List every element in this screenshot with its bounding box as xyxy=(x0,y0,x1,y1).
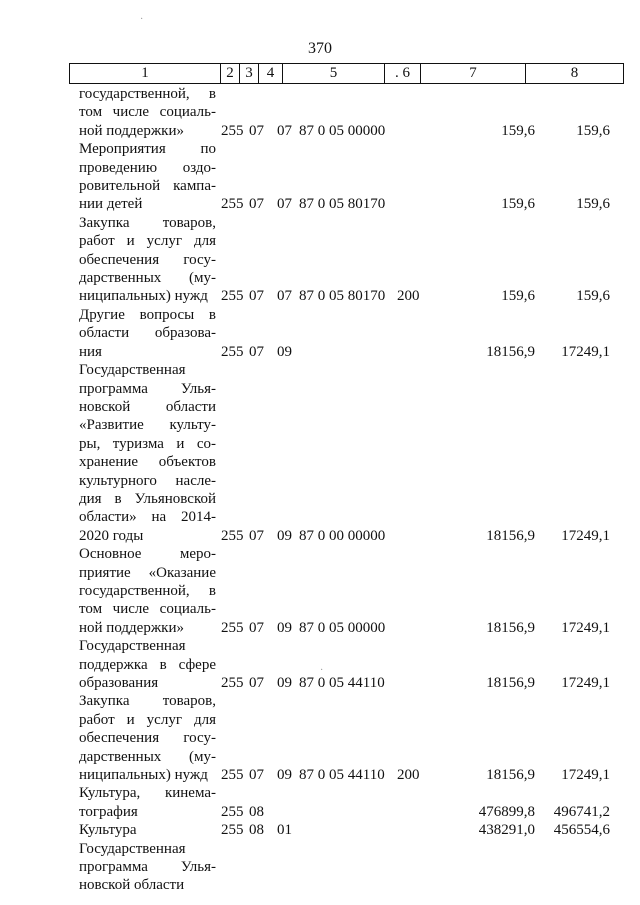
subsection-code-cell: 01 xyxy=(277,822,292,839)
target-article-cell: 87 0 05 00000 xyxy=(299,122,386,139)
target-article-cell: 87 0 05 00000 xyxy=(299,619,386,636)
column-header-row xyxy=(70,64,624,84)
amount-year-2-cell: 456554,6 xyxy=(553,822,610,839)
description-line: программа Улья- xyxy=(79,380,216,397)
amount-year-1-cell: 18156,9 xyxy=(486,675,535,692)
target-article-cell: 87 0 05 80170 xyxy=(299,288,386,305)
scan-mark: · xyxy=(320,665,324,676)
description-line: области образова- xyxy=(79,325,216,342)
description-line: обеспечения госу- xyxy=(79,730,216,747)
amount-year-1-cell: 476899,8 xyxy=(478,803,535,820)
description-line: Другие вопросы в xyxy=(79,306,216,323)
section-code-cell: 07 xyxy=(249,767,264,784)
section-code-cell: 08 xyxy=(249,822,264,839)
amount-year-1-cell: 18156,9 xyxy=(486,767,535,784)
row-values xyxy=(79,343,623,361)
subsection-code-cell: 09 xyxy=(277,675,292,692)
subsection-code-cell: 09 xyxy=(277,527,292,544)
description-line: дарственных (му- xyxy=(79,270,216,287)
row-values xyxy=(79,195,623,213)
description-line: нии детей xyxy=(79,196,143,213)
admin-code-cell: 255 xyxy=(221,122,244,139)
description-line: ры, туризма и со- xyxy=(79,435,216,452)
subsection-code-cell: 07 xyxy=(277,288,292,305)
target-article-cell: 87 0 05 80170 xyxy=(299,196,386,213)
row-values xyxy=(79,803,623,821)
description-line: новской области xyxy=(79,398,216,415)
column-header-3: 3 xyxy=(240,64,259,84)
row-values xyxy=(79,821,623,839)
admin-code-cell: 255 xyxy=(221,675,244,692)
admin-code-cell: 255 xyxy=(221,619,244,636)
expense-type-cell: 200 xyxy=(397,767,420,784)
table-row xyxy=(79,692,623,784)
description-line: Государственная xyxy=(79,638,186,655)
row-values xyxy=(79,619,623,637)
table-row xyxy=(79,821,623,839)
amount-year-2-cell: 17249,1 xyxy=(561,343,610,360)
description-line: хранение объектов xyxy=(79,454,216,471)
description-line: проведению оздо- xyxy=(79,159,216,176)
table-row xyxy=(79,840,623,895)
description-line: государственной, в xyxy=(79,582,216,599)
section-code-cell: 08 xyxy=(249,803,264,820)
amount-year-1-cell: 159,6 xyxy=(501,288,535,305)
row-values xyxy=(79,122,623,140)
table-row xyxy=(79,85,623,140)
description-line: тография xyxy=(79,803,138,820)
target-article-cell: 87 0 00 00000 xyxy=(299,527,386,544)
table-row xyxy=(79,361,623,545)
amount-year-2-cell: 159,6 xyxy=(576,288,610,305)
admin-code-cell: 255 xyxy=(221,343,244,360)
description-line: ной поддержки» xyxy=(79,122,184,139)
description-line: ниципальных) нужд xyxy=(79,767,208,784)
row-values xyxy=(79,766,623,784)
description-line: обеспечения госу- xyxy=(79,251,216,268)
description-line: Закупка товаров, xyxy=(79,214,216,231)
column-header-table xyxy=(69,63,624,84)
description-line: приятие «Оказание xyxy=(79,564,216,581)
section-code-cell: 07 xyxy=(249,288,264,305)
description-line: образования xyxy=(79,675,159,691)
subsection-code-cell: 09 xyxy=(277,767,292,784)
table-row xyxy=(79,637,623,692)
description-line: программа Улья- xyxy=(79,859,216,876)
description-line: ровительной кампа- xyxy=(79,178,216,195)
scan-mark: · xyxy=(140,14,144,25)
admin-code-cell: 255 xyxy=(221,803,244,820)
section-code-cell: 07 xyxy=(249,122,264,139)
description-line: Закупка товаров, xyxy=(79,693,216,710)
amount-year-2-cell: 17249,1 xyxy=(561,675,610,692)
amount-year-2-cell: 17249,1 xyxy=(561,619,610,636)
amount-year-1-cell: 159,6 xyxy=(501,122,535,139)
expense-type-cell: 200 xyxy=(397,288,420,305)
description-line: культурного насле- xyxy=(79,472,216,489)
description-line: Основное меро- xyxy=(79,546,216,563)
description-line: ной поддержки» xyxy=(79,619,184,636)
section-code-cell: 07 xyxy=(249,343,264,360)
admin-code-cell: 255 xyxy=(221,822,244,839)
admin-code-cell: 255 xyxy=(221,527,244,544)
description-line: Государственная xyxy=(79,840,186,857)
description-line: ния xyxy=(79,343,102,360)
amount-year-2-cell: 496741,2 xyxy=(553,803,610,820)
description-line: новской области xyxy=(79,877,185,894)
admin-code-cell: 255 xyxy=(221,288,244,305)
amount-year-2-cell: 17249,1 xyxy=(561,767,610,784)
description-line: Культура, кинема- xyxy=(79,785,216,802)
table-row xyxy=(79,140,623,214)
description-line: работ и услуг для xyxy=(79,711,216,728)
description-line: Мероприятия по xyxy=(79,141,216,158)
table-row xyxy=(79,545,623,637)
admin-code-cell: 255 xyxy=(221,767,244,784)
column-header-1: 1 xyxy=(70,64,221,84)
budget-table-body xyxy=(79,85,623,895)
section-code-cell: 07 xyxy=(249,619,264,636)
admin-code-cell: 255 xyxy=(221,196,244,213)
target-article-cell: 87 0 05 44110 xyxy=(299,675,385,692)
description-line: государственной, в xyxy=(79,86,216,102)
subsection-code-cell: 07 xyxy=(277,196,292,213)
column-header-6: . 6 xyxy=(385,64,421,84)
subsection-code-cell: 09 xyxy=(277,619,292,636)
description-line: «Развитие культу- xyxy=(79,417,216,434)
description-line: 2020 годы xyxy=(79,527,144,544)
description-line: поддержка в сфере xyxy=(79,656,216,673)
section-code-cell: 07 xyxy=(249,196,264,213)
page-number: 370 xyxy=(308,40,332,57)
description-line: области» на 2014- xyxy=(79,509,216,526)
description-line: Культура xyxy=(79,822,137,839)
description-line: том числе социаль- xyxy=(79,104,216,121)
subsection-code-cell: 09 xyxy=(277,343,292,360)
column-header-7: 7 xyxy=(421,64,526,84)
row-values xyxy=(79,287,623,305)
table-row xyxy=(79,214,623,306)
table-row xyxy=(79,784,623,821)
description-line: дарственных (му- xyxy=(79,748,216,765)
amount-year-2-cell: 17249,1 xyxy=(561,527,610,544)
description-line: дия в Ульяновской xyxy=(79,490,216,507)
column-header-8: 8 xyxy=(526,64,624,84)
description-line: том числе социаль- xyxy=(79,601,216,618)
subsection-code-cell: 07 xyxy=(277,122,292,139)
amount-year-1-cell: 18156,9 xyxy=(486,527,535,544)
amount-year-1-cell: 18156,9 xyxy=(486,343,535,360)
column-header-2: 2 xyxy=(221,64,240,84)
target-article-cell: 87 0 05 44110 xyxy=(299,767,385,784)
amount-year-1-cell: 159,6 xyxy=(501,196,535,213)
amount-year-1-cell: 438291,0 xyxy=(478,822,535,839)
row-values xyxy=(79,527,623,545)
row-values xyxy=(79,674,623,692)
amount-year-1-cell: 18156,9 xyxy=(486,619,535,636)
amount-year-2-cell: 159,6 xyxy=(576,122,610,139)
description-line: ниципальных) нужд xyxy=(79,288,208,305)
table-row xyxy=(79,306,623,361)
description-line: Государственная xyxy=(79,362,186,379)
row-description xyxy=(79,361,216,545)
amount-year-2-cell: 159,6 xyxy=(576,196,610,213)
section-code-cell: 07 xyxy=(249,527,264,544)
column-header-4: 4 xyxy=(259,64,283,84)
row-values xyxy=(79,876,623,894)
description-line: работ и услуг для xyxy=(79,233,216,250)
section-code-cell: 07 xyxy=(249,675,264,692)
column-header-5: 5 xyxy=(283,64,385,84)
